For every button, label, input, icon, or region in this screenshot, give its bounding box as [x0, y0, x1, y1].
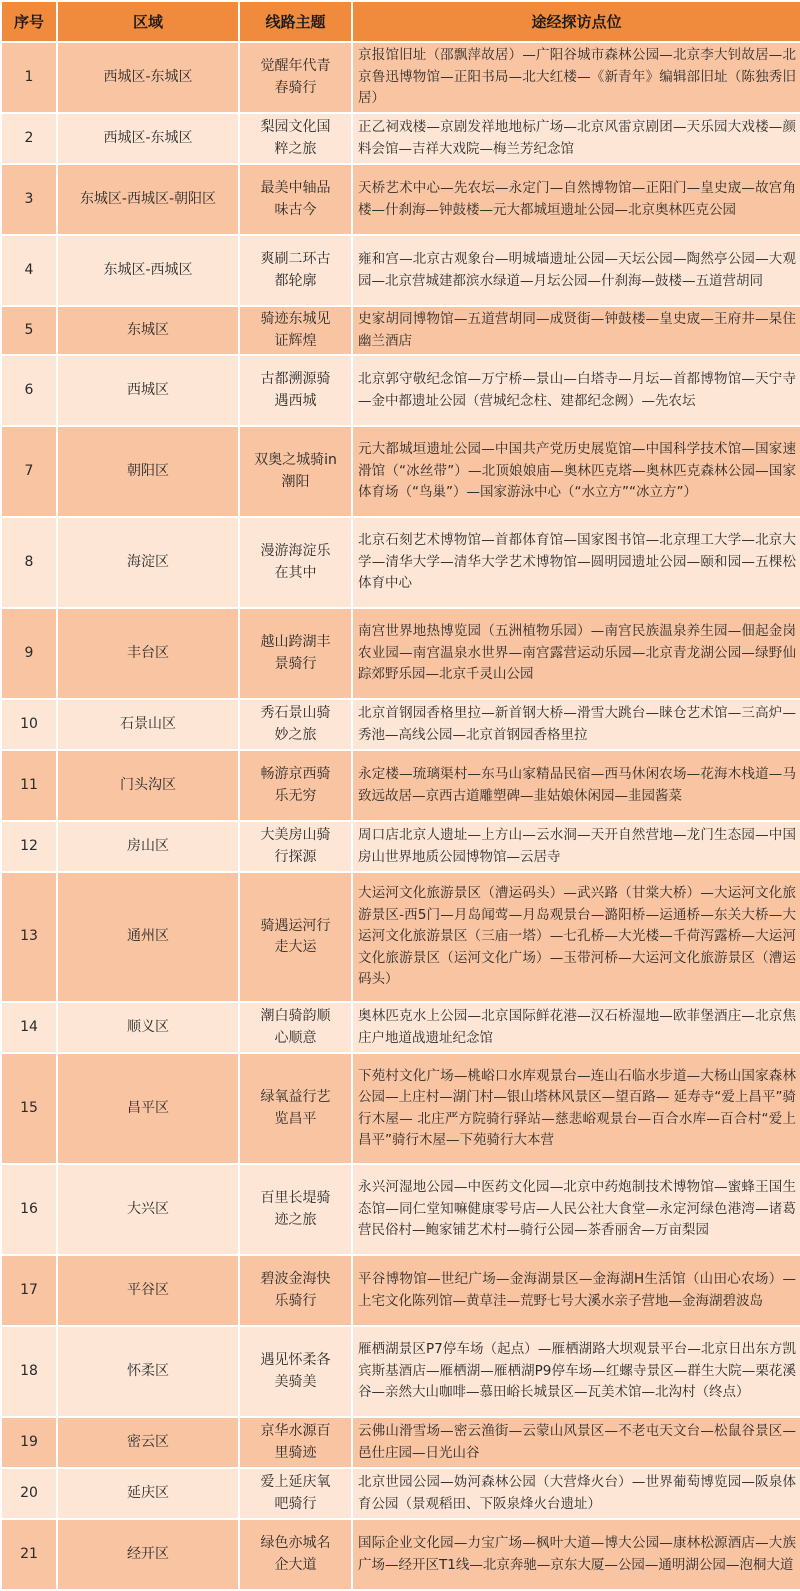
- row-theme: 百里长堤骑迹之旅: [239, 1164, 352, 1255]
- header-route: 途经探访点位: [352, 1, 800, 42]
- row-number: 7: [1, 426, 57, 517]
- row-area: 西城区-东城区: [57, 113, 239, 164]
- header-row: [1, 1, 800, 42]
- row-area: 石景山区: [57, 699, 239, 750]
- row-route: 云佛山滑雪场—密云渔街—云蒙山风景区—不老屯天文台—松鼠谷景区—邑仕庄园—日光山谷: [352, 1417, 800, 1468]
- row-route: 永定楼—琉璃渠村—东马山家精品民宿—西马休闲农场—花海木栈道—马致远故居—京西古道雕塑碑—韭姑娘休闲园—韭园酱菜: [352, 750, 800, 821]
- table-row: [1, 235, 800, 306]
- row-number: 19: [1, 1417, 57, 1468]
- row-theme: 双奥之城骑in潮阳: [239, 426, 352, 517]
- row-theme: 畅游京西骑乐无穷: [239, 750, 352, 821]
- row-area: 顺义区: [57, 1002, 239, 1053]
- row-number: 9: [1, 608, 57, 699]
- table-row: [1, 1417, 800, 1468]
- row-number: 18: [1, 1326, 57, 1417]
- row-number: 12: [1, 821, 57, 872]
- row-theme: 漫游海淀乐在其中: [239, 517, 352, 608]
- row-area: 昌平区: [57, 1053, 239, 1164]
- row-number: 8: [1, 517, 57, 608]
- row-area: 密云区: [57, 1417, 239, 1468]
- row-area: 东城区: [57, 306, 239, 355]
- row-route: 南宫世界地热博览园（五洲植物乐园）—南宫民族温泉养生园—佃起金岗农业园—南宫温泉水世界—南宫露营运动乐园—北京青龙湖公园—绿野仙踪郊野乐园—北京千灵山公园: [352, 608, 800, 699]
- row-area: 经开区: [57, 1519, 239, 1590]
- row-theme: 绿氧益行艺览昌平: [239, 1053, 352, 1164]
- table-row: [1, 355, 800, 426]
- row-route: 下苑村文化广场—桃峪口水库观景台—连山石临水步道—大杨山国家森林公园—上庄村—湖门村—银山塔林风景区—望百路— 延寿寺“爱上昌平”骑行木屋— 北庄严方院骑行驿站—慈悲峪观景台—百合水库—百合村“爱上昌平”骑行木屋—下苑骑行大本营: [352, 1053, 800, 1164]
- table-row: [1, 426, 800, 517]
- row-area: 西城区: [57, 355, 239, 426]
- row-theme: 骑迹东城见证辉煌: [239, 306, 352, 355]
- table-row: [1, 1002, 800, 1053]
- header-area: 区域: [57, 1, 239, 42]
- row-number: 6: [1, 355, 57, 426]
- row-number: 10: [1, 699, 57, 750]
- row-route: 雍和宫—北京古观象台—明城墙遗址公园—天坛公园—陶然亭公园—大观园—北京营城建都滨水绿道—月坛公园—什刹海—鼓楼—五道营胡同: [352, 235, 800, 306]
- row-number: 2: [1, 113, 57, 164]
- row-theme: 京华水源百里骑迹: [239, 1417, 352, 1468]
- table-row: [1, 1468, 800, 1519]
- row-route: 雁栖湖景区P7停车场（起点）—雁栖湖路大坝观景平台—北京日出东方凯宾斯基酒店—雁栖湖—雁栖湖P9停车场—红螺寺景区—群生大院—栗花溪谷—亲然大山咖啡—慕田峪长城景区—瓦美术馆—北沟村（终点）: [352, 1326, 800, 1417]
- row-number: 13: [1, 872, 57, 1002]
- header-no: 序号: [1, 1, 57, 42]
- row-theme: 梨园文化国粹之旅: [239, 113, 352, 164]
- row-theme: 遇见怀柔各美骑美: [239, 1326, 352, 1417]
- row-number: 14: [1, 1002, 57, 1053]
- row-route: 史家胡同博物馆—五道营胡同—成贤街—钟鼓楼—皇史宬—王府井—杲住幽兰酒店: [352, 306, 800, 355]
- row-theme: 大美房山骑行探源: [239, 821, 352, 872]
- row-theme: 最美中轴品味古今: [239, 164, 352, 235]
- row-area: 东城区-西城区: [57, 235, 239, 306]
- table-row: [1, 113, 800, 164]
- table-row: [1, 872, 800, 1002]
- row-route: 周口店北京人遗址—上方山—云水洞—天开自然营地—龙门生态园—中国房山世界地质公园博物馆—云居寺: [352, 821, 800, 872]
- row-theme: 碧波金海快乐骑行: [239, 1255, 352, 1326]
- table-row: [1, 306, 800, 355]
- table-row: [1, 42, 800, 113]
- row-route: 平谷博物馆—世纪广场—金海湖景区—金海湖H生活馆（山田心农场）—上宅文化陈列馆—黄草洼—荒野七号大溪水亲子营地—金海湖碧波岛: [352, 1255, 800, 1326]
- row-route: 北京世园公园—妫河森林公园（大营烽火台）—世界葡萄博览园—阪泉体育公园（景观稻田、下阪泉烽火台遗址）: [352, 1468, 800, 1519]
- row-route: 永兴河湿地公园—中医药文化园—北京中药炮制技术博物馆—蜜蜂王国生态馆—同仁堂知嘛健康零号店—人民公社大食堂—永定河绿色港湾—诸葛营民俗村—鲍家铺艺术村—骑行公园—茶香丽舍—万亩梨园: [352, 1164, 800, 1255]
- row-theme: 绿色亦城名企大道: [239, 1519, 352, 1590]
- row-area: 大兴区: [57, 1164, 239, 1255]
- row-area: 平谷区: [57, 1255, 239, 1326]
- table-row: [1, 1519, 800, 1590]
- row-area: 东城区-西城区-朝阳区: [57, 164, 239, 235]
- row-route: 国际企业文化园—力宝广场—枫叶大道—博大公园—康林松源酒店—大族广场—经开区T1线—北京奔驰—京东大厦—公园—通明湖公园—泡桐大道: [352, 1519, 800, 1590]
- row-route: 北京首钢园香格里拉—新首钢大桥—滑雪大跳台—睐仓艺术馆—三高炉—秀池—高线公园—北京首钢园香格里拉: [352, 699, 800, 750]
- row-area: 西城区-东城区: [57, 42, 239, 113]
- row-number: 5: [1, 306, 57, 355]
- row-area: 延庆区: [57, 1468, 239, 1519]
- row-number: 21: [1, 1519, 57, 1590]
- row-theme: 古都溯源骑遇西城: [239, 355, 352, 426]
- row-theme: 越山跨湖丰景骑行: [239, 608, 352, 699]
- row-route: 元大都城垣遗址公园—中国共产党历史展览馆—中国科学技术馆—国家速滑馆（“冰丝带”）—北顶娘娘庙—奥林匹克塔—奥林匹克森林公园—国家体育场（“鸟巢”）—国家游泳中心（“水立方”“冰立方”）: [352, 426, 800, 517]
- row-theme: 爽刷二环古都轮廓: [239, 235, 352, 306]
- row-number: 16: [1, 1164, 57, 1255]
- row-theme: 秀石景山骑妙之旅: [239, 699, 352, 750]
- row-number: 17: [1, 1255, 57, 1326]
- row-route: 大运河文化旅游景区（漕运码头）—武兴路（甘棠大桥）—大运河文化旅游景区-西5门—月岛闻莺—月岛观景台—潞阳桥—运通桥—东关大桥—大运河文化旅游景区（三庙一塔）—七孔桥—大光楼—千荷泻露桥—大运河文化旅游景区（运河文化广场）—玉带河桥—大运河文化旅游景区（漕运码头）: [352, 872, 800, 1002]
- table-row: [1, 608, 800, 699]
- row-number: 4: [1, 235, 57, 306]
- row-theme: 爱上延庆氧吧骑行: [239, 1468, 352, 1519]
- row-route: 北京石刻艺术博物馆—首都体育馆—国家图书馆—北京理工大学—北京大学—清华大学—清华大学艺术博物馆—圆明园遗址公园—颐和园—五棵松体育中心: [352, 517, 800, 608]
- row-route: 正乙祠戏楼—京剧发祥地地标广场—北京风雷京剧团—天乐园大戏楼—颜料会馆—吉祥大戏院—梅兰芳纪念馆: [352, 113, 800, 164]
- row-route: 京报馆旧址（邵飘萍故居）—广阳谷城市森林公园—北京李大钊故居—北京鲁迅博物馆—正阳书局—北大红楼—《新青年》编辑部旧址（陈独秀旧居）: [352, 42, 800, 113]
- table-row: [1, 1053, 800, 1164]
- row-area: 丰台区: [57, 608, 239, 699]
- table-row: [1, 750, 800, 821]
- row-theme: 骑遇运河行走大运: [239, 872, 352, 1002]
- row-number: 3: [1, 164, 57, 235]
- table-row: [1, 1255, 800, 1326]
- table-row: [1, 1326, 800, 1417]
- row-number: 15: [1, 1053, 57, 1164]
- row-number: 11: [1, 750, 57, 821]
- row-area: 怀柔区: [57, 1326, 239, 1417]
- table-row: [1, 699, 800, 750]
- row-route: 北京郭守敬纪念馆—万宁桥—景山—白塔寺—月坛—首都博物馆—天宁寺—金中都遗址公园（营城纪念柱、建都纪念阙）—先农坛: [352, 355, 800, 426]
- row-area: 通州区: [57, 872, 239, 1002]
- table-row: [1, 821, 800, 872]
- row-number: 1: [1, 42, 57, 113]
- row-area: 门头沟区: [57, 750, 239, 821]
- row-route: 奥林匹克水上公园—北京国际鲜花港—汉石桥湿地—欧菲堡酒庄—北京焦庄户地道战遗址纪念馆: [352, 1002, 800, 1053]
- table-row: [1, 1164, 800, 1255]
- table-row: [1, 517, 800, 608]
- row-area: 朝阳区: [57, 426, 239, 517]
- row-route: 天桥艺术中心—先农坛—永定门—自然博物馆—正阳门—皇史宬—故宫角楼—什刹海—钟鼓楼—元大都城垣遗址公园—北京奥林匹克公园: [352, 164, 800, 235]
- header-theme: 线路主题: [239, 1, 352, 42]
- row-area: 海淀区: [57, 517, 239, 608]
- table-row: [1, 164, 800, 235]
- row-theme: 潮白骑韵顺心顺意: [239, 1002, 352, 1053]
- row-theme: 觉醒年代青春骑行: [239, 42, 352, 113]
- row-number: 20: [1, 1468, 57, 1519]
- row-area: 房山区: [57, 821, 239, 872]
